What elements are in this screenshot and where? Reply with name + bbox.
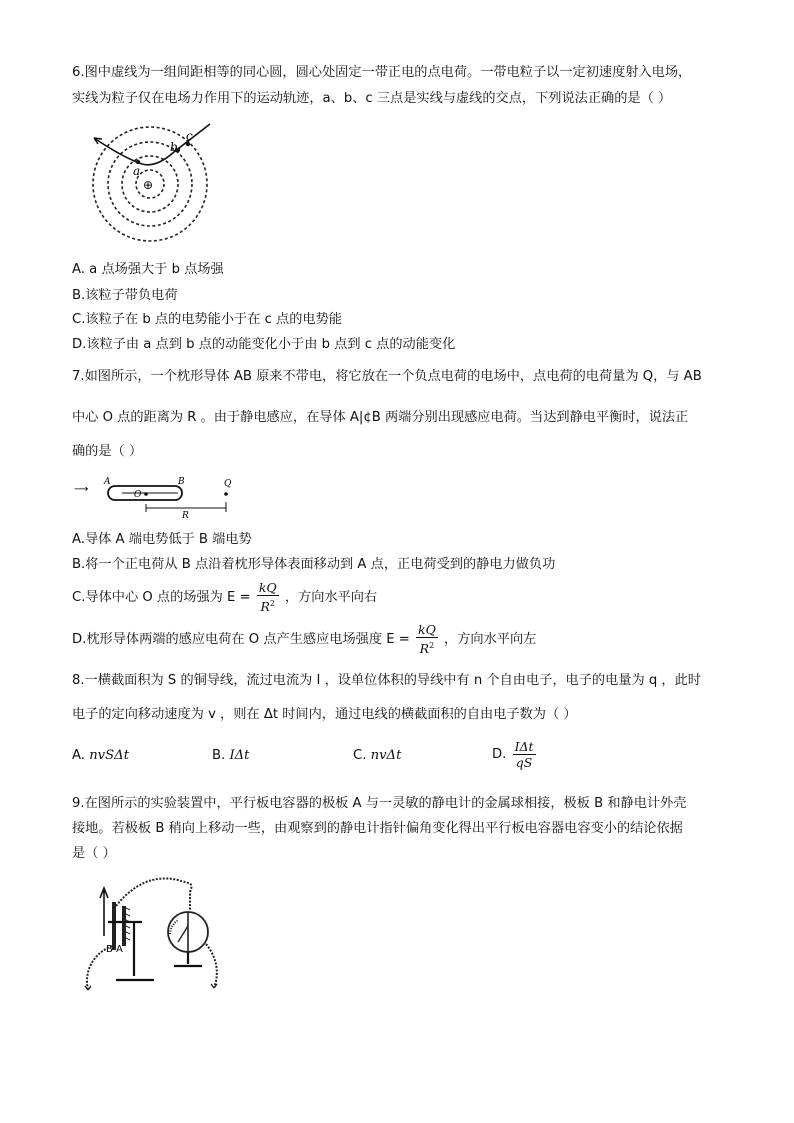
q9-stem-line2: 接地。若极板 B 稍向上移动一些，由观察到的静电计指针偏角变化得出平行板电容器电容变小的结论依据 — [72, 821, 683, 836]
q9-plate-B — [112, 902, 116, 950]
q7-option-c-suffix: ，方向水平向右 — [284, 590, 378, 606]
q7-point-charge — [224, 492, 228, 496]
q7-label-B: B — [178, 477, 185, 487]
q8-option-d-denominator: qS — [515, 754, 533, 770]
q9-figure-capacitor-electroscope — [82, 876, 242, 996]
q6-option-d: D.该粒子由 a 点到 b 点的动能变化小于由 b 点到 c 点的动能变化 — [72, 337, 456, 352]
q8-option-b — [212, 747, 250, 765]
q7-label-R: R — [182, 511, 189, 521]
q6-option-a: A. a 点场强大于 b 点场强 — [72, 262, 224, 277]
q8-option-d-label: D. — [492, 747, 507, 762]
q9-electroscope-base — [174, 952, 202, 966]
q7-option-d-suffix: ，方向水平向左 — [444, 632, 537, 648]
q9-stem-line3: 是（ ） — [72, 846, 116, 861]
q7-stem-line2: 中心 O 点的距离为 R 。由于静电感应，在导体 A|¢B 两端分别出现感应电荷。当达到静电平衡时，说法正 — [72, 410, 689, 425]
q7-option-d — [72, 622, 536, 657]
q7-option-c-prefix: C.导体中心 O 点的场强为 E = — [72, 590, 251, 606]
q7-label-Q: Q — [224, 479, 232, 489]
q6-stem-line2: 实线为粒子仅在电场力作用下的运动轨迹，a、b、c 三点是实线与虚线的交点，下列说法正确的是（ ） — [72, 91, 672, 106]
q8-option-d-numerator: IΔt — [514, 738, 534, 754]
q7-option-d-prefix: D.枕形导体两端的感应电荷在 O 点产生感应电场强度 E = — [72, 632, 410, 648]
q9-plate-A — [122, 906, 126, 946]
q9-ground-wire-right — [206, 944, 217, 988]
q6-option-b: B.该粒子带负电荷 — [72, 288, 178, 303]
q8-option-c-expr: nvΔt — [370, 748, 402, 763]
q8-option-b-expr: IΔt — [229, 748, 250, 763]
q9-ground-symbol — [85, 984, 217, 990]
q8-option-a-label: A. — [72, 748, 85, 763]
q7-center-O — [144, 492, 148, 496]
q8-option-a-expr: nvSΔt — [89, 748, 129, 763]
q6-label-a: a — [133, 164, 141, 178]
q7-option-d-fraction — [416, 622, 438, 656]
q8-option-c — [353, 747, 401, 765]
q7-label-O: O — [134, 490, 142, 500]
q9-electroscope-needle — [178, 926, 188, 942]
q8-option-d-fraction — [513, 739, 536, 770]
q8-option-b-label: B. — [212, 748, 226, 763]
q7-option-c-numerator: kQ — [258, 580, 277, 595]
q7-option-d-denominator-base: R — [419, 641, 430, 657]
q6-label-c: c — [186, 129, 193, 143]
q7-field-arrow: ⟶ — [74, 484, 89, 495]
q6-stem-line1: 6.图中虚线为一组间距相等的同心圆，圆心处固定一带正电的点电荷。一带电粒子以一定初速度射入电场， — [72, 65, 692, 80]
q9-plate-A-hatch — [126, 908, 130, 940]
q7-option-b: B.将一个正电荷从 B 点沿着枕形导体表面移动到 A 点，正电荷受到的静电力做负功 — [72, 557, 556, 572]
q7-figure-pillow-conductor — [74, 474, 244, 520]
q7-option-a: A.导体 A 端电势低于 B 端电势 — [72, 532, 252, 547]
q7-option-c-exponent: 2 — [269, 599, 275, 608]
q6-center-charge: ⊕ — [143, 178, 154, 192]
q8-option-a — [72, 747, 129, 765]
q7-label-A: A — [104, 477, 111, 487]
q9-connecting-wire — [116, 878, 192, 910]
q7-stem-line3: 确的是（ ） — [72, 444, 143, 459]
q7-option-d-denominator — [416, 638, 438, 656]
q7-stem-line1: 7.如图所示，一个枕形导体 AB 原来不带电，将它放在一个负点电荷的电场中，点电荷的电荷量为 Q，与 AB — [72, 369, 702, 384]
q9-stem-line1: 9.在图所示的实验装置中，平行板电容器的极板 A 与一灵敏的静电计的金属球相接，极板 B 和静电计外壳 — [72, 796, 687, 811]
q6-figure-concentric-circles — [76, 122, 226, 252]
q9-label-BA: B A — [106, 944, 123, 955]
q7-option-c-denominator — [257, 596, 279, 614]
q8-option-c-label: C. — [353, 748, 367, 763]
q7-option-d-exponent: 2 — [429, 641, 435, 650]
q8-stem-line2: 电子的定向移动速度为 v ，则在 Δt 时间内，通过电线的横截面积的自由电子数为（ ） — [72, 707, 577, 722]
q7-option-d-numerator: kQ — [418, 622, 436, 637]
q7-option-c — [72, 580, 377, 615]
q7-option-c-fraction — [257, 580, 279, 614]
q6-label-b: b — [170, 140, 178, 154]
q7-option-c-denominator-base: R — [260, 599, 270, 615]
q9-plate-B-arrow — [100, 888, 108, 936]
q8-option-d — [492, 738, 538, 772]
q8-stem-line1: 8.一横截面积为 S 的铜导线，流过电流为 I ，设单位体积的导线中有 n 个自由电子，电子的电量为 q ，此时 — [72, 673, 701, 688]
q6-option-c: C.该粒子在 b 点的电势能小于在 c 点的电势能 — [72, 312, 342, 327]
